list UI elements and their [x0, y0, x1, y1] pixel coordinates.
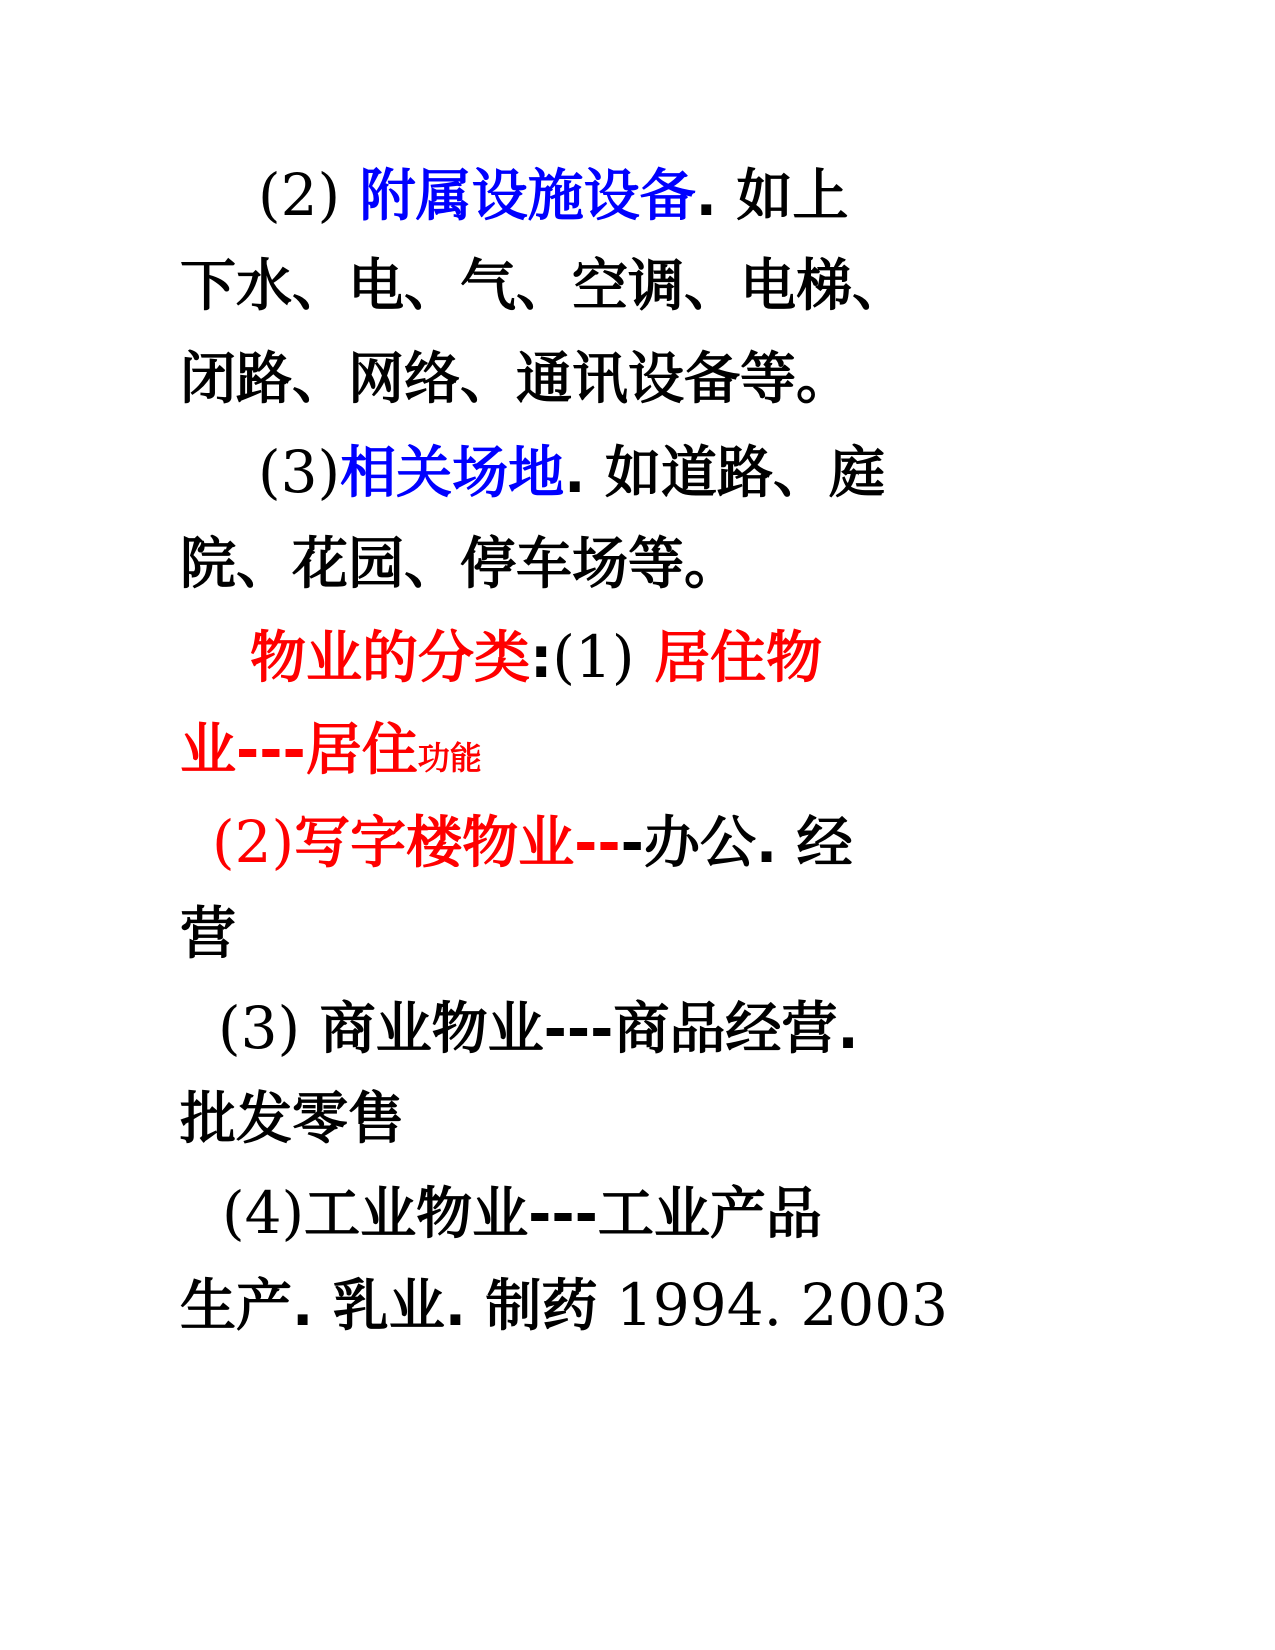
- text-run: 工业物业---工业产品: [304, 1182, 822, 1247]
- text-run: [635, 626, 655, 691]
- text-run: (4): [222, 1179, 305, 1247]
- text-line-10: [218, 995, 859, 1061]
- text-line-13: [180, 1272, 948, 1338]
- text-line-1: [258, 162, 848, 228]
- text-line-12: [222, 1180, 822, 1246]
- text-line-5: [180, 532, 740, 598]
- text-run: 生产. 乳业. 制药: [180, 1274, 598, 1339]
- text-run: (2): [212, 808, 295, 876]
- text-run: 相关场地: [340, 441, 565, 506]
- text-run: 物业的分类: [250, 626, 530, 691]
- text-line-3: [180, 347, 852, 413]
- text-run: 闭路、网络、通讯设备等。: [180, 347, 852, 412]
- text-run: 商业物业---商品经营.: [300, 997, 859, 1062]
- text-run: 院、花园、停车场等。: [180, 532, 740, 597]
- text-run: . 如上: [695, 164, 849, 229]
- text-line-7: [180, 718, 482, 784]
- text-run: 写字楼物业--: [294, 811, 621, 876]
- text-line-8: [212, 809, 853, 875]
- text-run: 居住物: [654, 626, 823, 691]
- text-run: 1994. 2003: [597, 1271, 949, 1339]
- text-run: 附属设施设备: [359, 164, 696, 229]
- text-line-2: [180, 254, 908, 320]
- text-line-4: [258, 439, 885, 505]
- text-run: (3): [218, 994, 301, 1062]
- text-run: 下水、电、气、空调、电梯、: [180, 254, 908, 319]
- text-run: :: [530, 626, 553, 691]
- text-run: . 如道路、庭: [564, 441, 885, 506]
- text-run: (1): [552, 623, 635, 691]
- text-run: 功能: [417, 739, 482, 777]
- text-line-11: [180, 1087, 404, 1153]
- text-run: 批发零售: [180, 1087, 404, 1152]
- text-run: 营: [180, 902, 236, 967]
- text-run: -办公. 经: [620, 811, 853, 876]
- text-line-6: [250, 624, 822, 690]
- text-run: 业---居住: [180, 718, 418, 783]
- text-run: [340, 164, 360, 229]
- text-run: (3): [258, 438, 341, 506]
- text-line-9: [180, 902, 236, 968]
- text-run: (2): [258, 161, 341, 229]
